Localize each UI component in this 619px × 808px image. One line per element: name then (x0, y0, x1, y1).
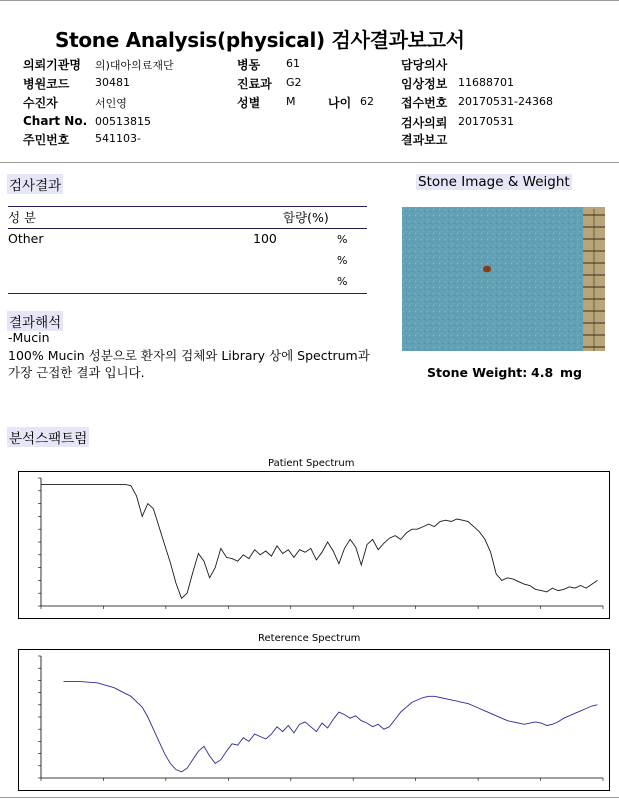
ward-value: 61 (286, 57, 300, 70)
age-label: 나이 (328, 96, 352, 110)
report-title: Stone Analysis(physical) 검사결과보고서 (55, 28, 465, 52)
stone-specimen (483, 266, 491, 273)
result-row-2-unit: % (337, 254, 348, 267)
stone-weight-unit: mg (560, 365, 582, 380)
header-divider (0, 162, 619, 163)
receipt-number-value: 20170531-24368 (458, 95, 553, 108)
stone-weight-label: Stone Weight: (427, 365, 528, 380)
clinical-info-value: 11688701 (458, 76, 514, 89)
patient-spectrum-axis (41, 478, 603, 606)
patient-spectrum-chart (18, 471, 610, 619)
top-border (0, 0, 619, 1)
interpretation-section-title: 결과해석 (7, 311, 63, 331)
footer-divider (0, 797, 619, 798)
patient-spectrum-series-line (41, 484, 597, 598)
stone-photo (402, 207, 605, 351)
interpretation-line-1: -Mucin (8, 330, 50, 345)
examinee-value: 서인영 (95, 97, 127, 110)
institution-label: 의뢰기관명 (23, 58, 81, 72)
results-table-header-line (8, 228, 367, 229)
request-date-label: 검사의뢰 (401, 116, 448, 130)
institution-value: 의)대아의료재단 (95, 59, 174, 72)
patient-spectrum-title: Patient Spectrum (268, 458, 355, 469)
hospital-code-value: 30481 (95, 76, 130, 89)
stone-section-title: Stone Image & Weight (418, 174, 570, 190)
receipt-number-label: 접수번호 (401, 96, 448, 110)
interpretation-line-2: 100% Mucin 성분으로 환자의 검체와 Library 상에 Spectrum과 (8, 348, 370, 363)
results-table-bottom-line (8, 293, 367, 294)
sex-value: M (286, 95, 296, 108)
department-value: G2 (286, 76, 302, 89)
reference-spectrum-chart (18, 649, 610, 791)
reference-spectrum-axis (41, 656, 603, 778)
results-table-top-line (8, 206, 367, 207)
result-report-label: 결과보고 (401, 133, 448, 147)
reference-spectrum-series-line (64, 682, 598, 772)
examinee-label: 수진자 (23, 96, 58, 110)
reference-spectrum-title: Reterence Spectrum (258, 633, 361, 644)
result-row-3-unit: % (337, 275, 348, 288)
result-row-1-value: 100 (253, 231, 277, 246)
resident-number-label: 주민번호 (23, 133, 70, 147)
age-value: 62 (360, 95, 374, 108)
request-date-value: 20170531 (458, 115, 514, 128)
result-row-1-unit: % (337, 233, 348, 246)
component-column-header: 성 분 (8, 210, 37, 225)
hospital-code-label: 병원코드 (23, 77, 70, 91)
doctor-label: 담당의사 (401, 58, 448, 72)
chart-number-label: Chart No. (23, 114, 88, 128)
stone-weight-value: 4.8 (531, 365, 554, 380)
chart-number-value: 00513815 (95, 115, 151, 128)
interpretation-line-3: 가장 근접한 결과 입니다. (8, 365, 145, 380)
clinical-info-label: 임상정보 (401, 77, 448, 91)
content-column-header: 함량(%) (283, 210, 329, 225)
spectrum-section-title: 분석스팩트럼 (7, 427, 89, 447)
ward-label: 병동 (237, 58, 261, 72)
resident-number-value: 541103- (95, 132, 141, 145)
results-section-title: 검사결과 (7, 174, 63, 194)
department-label: 진료과 (237, 77, 272, 91)
result-row-1-component: Other (8, 231, 44, 246)
sex-label: 성별 (237, 96, 261, 110)
photo-background (402, 207, 605, 351)
